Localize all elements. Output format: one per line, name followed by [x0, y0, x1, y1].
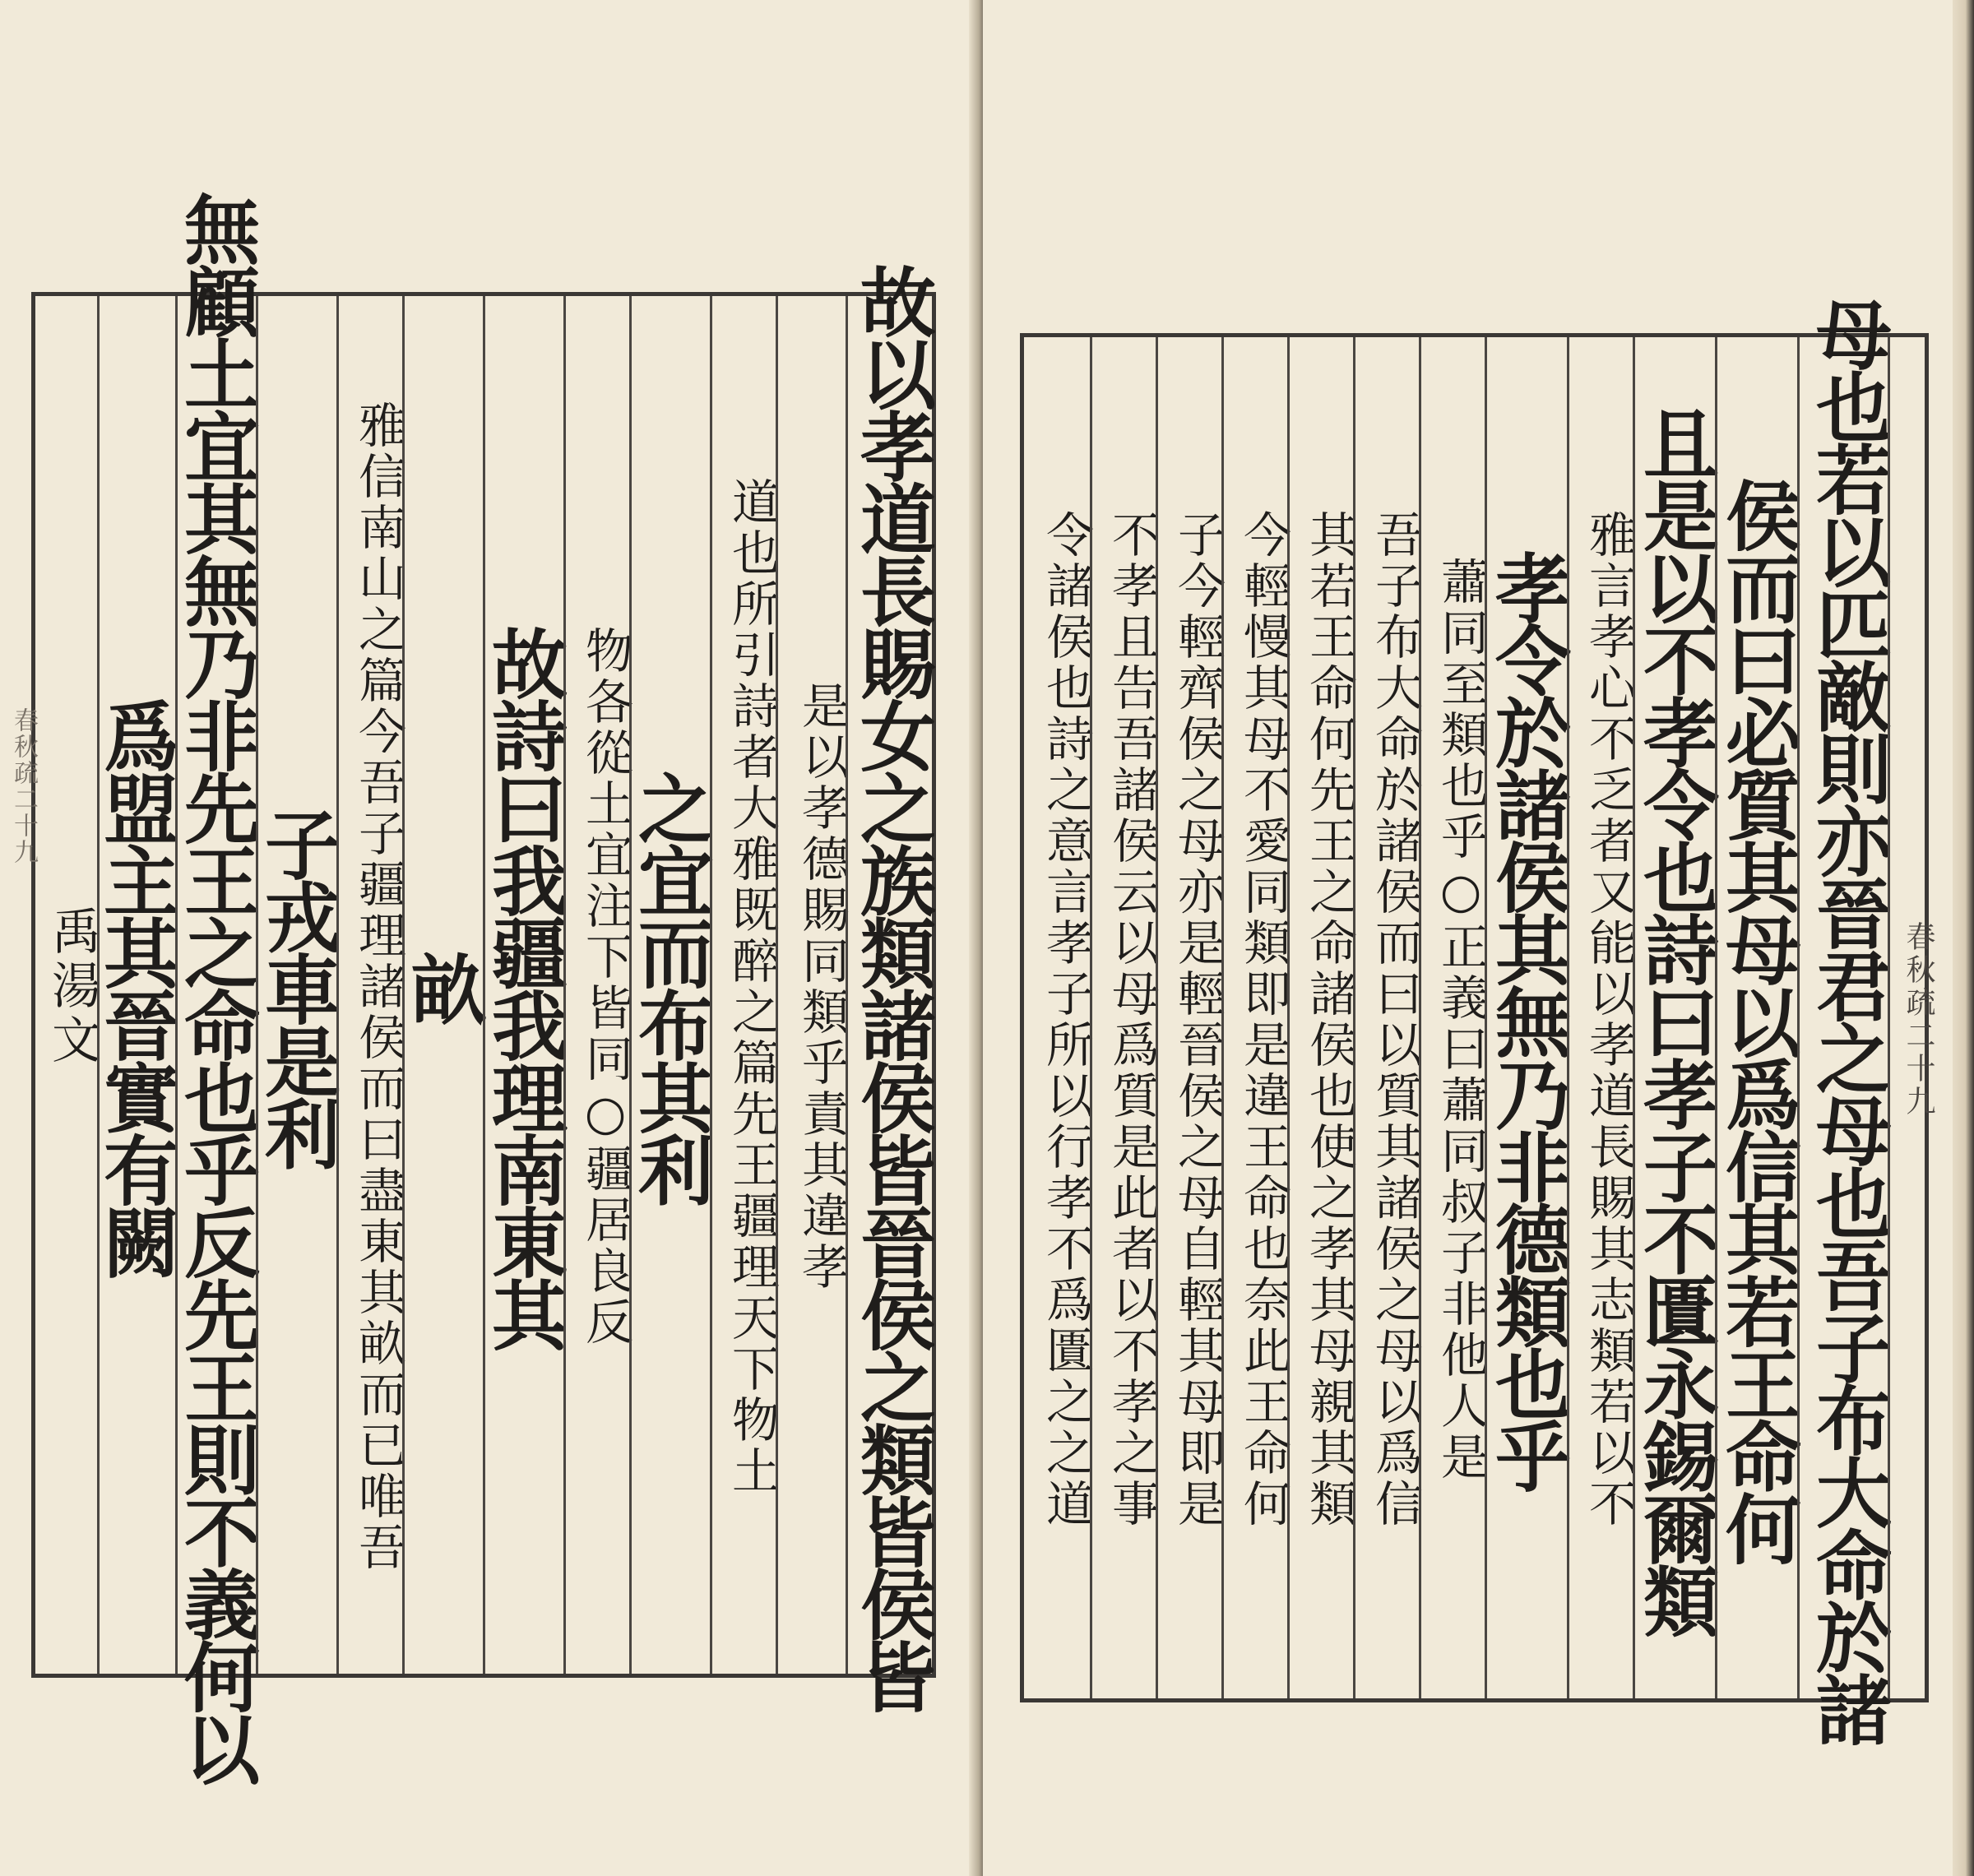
left-column-6: 故以孝道長賜女之族類諸侯皆晉侯之類皆侯皆 — [848, 262, 937, 1711]
left-column-11: 故詩曰我疆我理南東其 — [480, 624, 568, 1349]
left-column-14: 子戎車是利 — [253, 805, 341, 1168]
right-column-6: 母也若以匹敵則亦晉君之母也吾子布大命於諸 — [1804, 295, 1893, 1744]
right-column-13: 其若王命何先王之命諸侯也使之孝其母親其類 — [1301, 509, 1357, 1530]
right-page-edge — [1953, 0, 1974, 1876]
right-margin-label-text: 春秋疏二十九 — [1902, 920, 1935, 1119]
left-column-8: 道也所引詩者大雅既醉之篇先王疆理天下物土 — [724, 476, 780, 1497]
right-column-14: 今輕慢其母不愛同類即是違王命也奈此王命何 — [1235, 509, 1291, 1530]
right-column-16: 不孝且告吾諸侯云以母爲質是此者以不孝之事 — [1104, 509, 1160, 1530]
right-column-15: 子今輕齊侯之母亦是輕晉侯之母自輕其母即是 — [1170, 509, 1226, 1530]
right-column-7: 侯而曰必質其母以爲信其若王命何 — [1713, 476, 1802, 1563]
right-column-8: 且是以不孝令也詩曰孝子不匱永錫爾類 — [1631, 404, 1720, 1635]
right-page-frame — [1020, 295, 1935, 1744]
left-column-15: 無顧土宜其無乃非先王之命也乎反先王則不義何以 — [172, 190, 261, 1783]
left-page — [0, 0, 979, 1876]
left-column-9: 之宜而布其利 — [626, 769, 715, 1204]
right-column-12: 吾子布大命於諸侯而曰以質其諸侯之母以爲信 — [1367, 509, 1423, 1530]
right-column-11: 蕭同至類也乎○正義曰蕭同叔子非他人是 — [1433, 556, 1489, 1483]
right-page — [983, 0, 1974, 1876]
left-column-16: 爲盟主其晉實有闕 — [91, 697, 180, 1276]
left-margin-label: 春秋疏二十九 — [9, 707, 38, 865]
left-page-frame — [31, 190, 937, 1783]
left-column-13: 雅信南山之篇今吾子疆理諸侯而曰盡東其畝而已唯吾 — [350, 400, 406, 1573]
right-column-10: 孝令於諸侯其無乃非德類也乎 — [1483, 549, 1572, 1490]
left-column-17: 禹湯文 — [44, 905, 101, 1068]
right-column-17: 令諸侯也詩之意言孝子所以行孝不爲匱之之道 — [1038, 509, 1094, 1530]
left-column-10: 物各從土宜注下皆同○疆居良反 — [577, 625, 633, 1348]
left-column-7: 是以孝德賜同類乎責其違孝 — [794, 680, 850, 1293]
right-column-9: 雅言孝心不乏者又能以孝道長賜其志類若以不 — [1581, 509, 1637, 1530]
left-column-12: 畝 — [399, 950, 488, 1023]
